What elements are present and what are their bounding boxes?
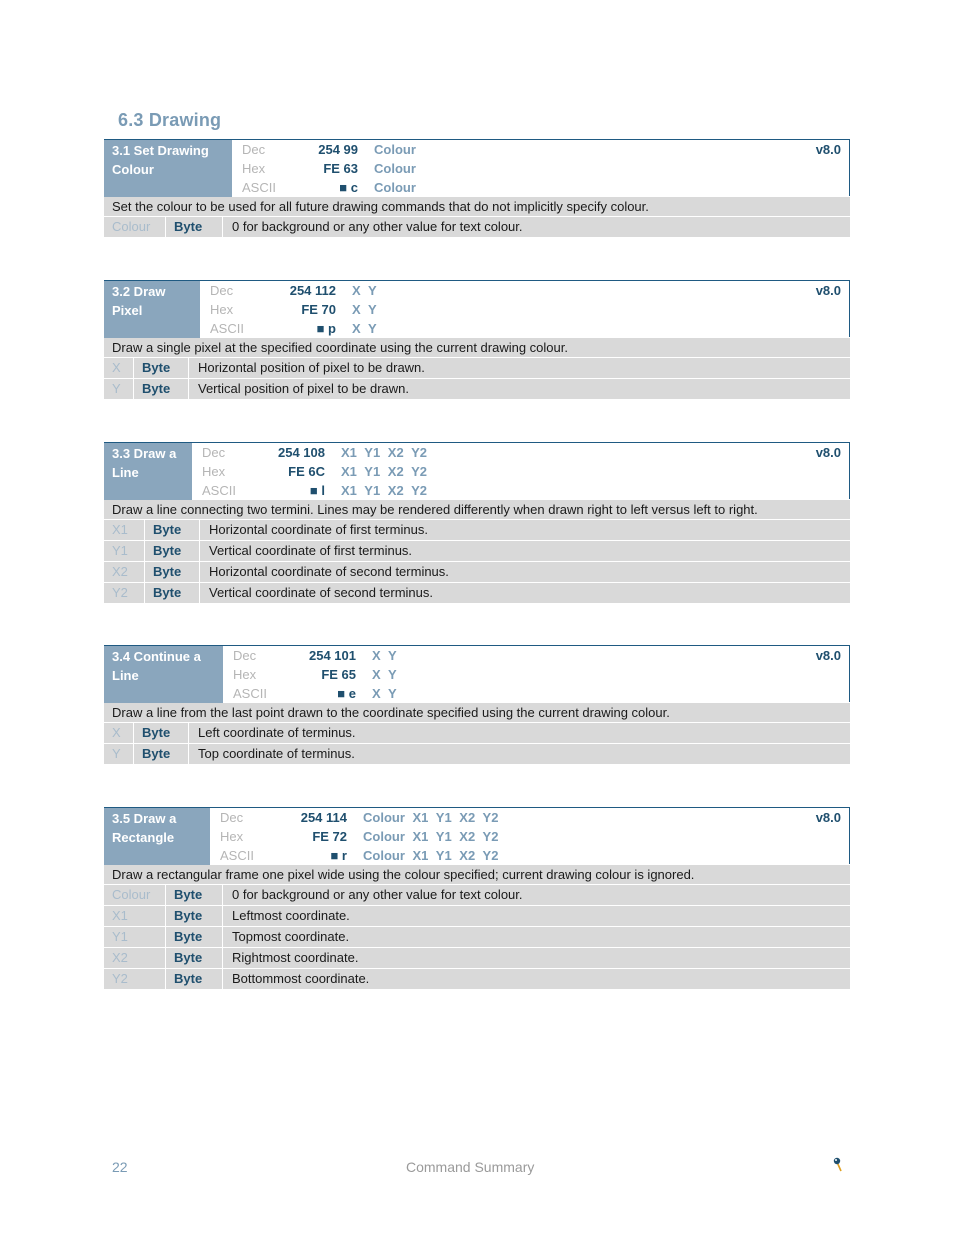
dec-label: Dec — [242, 142, 266, 157]
param-row — [104, 583, 850, 604]
param-name: Colour — [104, 885, 166, 905]
command-name — [104, 281, 200, 338]
hex-value: FE 72 — [312, 829, 347, 844]
hex-label: Hex — [210, 302, 234, 317]
command-block-draw-rectangle — [104, 807, 850, 990]
command-name-line1: 3.5 Draw a — [112, 811, 177, 826]
ascii-value: ■ l — [309, 483, 325, 498]
dec-args: X Y — [352, 283, 377, 298]
hex-label: Hex — [202, 464, 226, 479]
command-name-line1: 3.2 Draw — [112, 284, 166, 299]
param-type: Byte — [166, 927, 223, 947]
command-header — [104, 645, 850, 702]
param-name: Y — [104, 379, 134, 399]
hex-value: FE 63 — [323, 161, 358, 176]
param-type: Byte — [134, 744, 189, 764]
param-desc: Horizontal position of pixel to be drawn. — [198, 360, 425, 375]
pin-logo-icon — [832, 1156, 846, 1174]
hex-value: FE 6C — [288, 464, 325, 479]
command-description: Set the colour to be used for all future drawing commands that do not implicitly specify colour. — [104, 196, 850, 217]
param-name: X — [104, 358, 134, 378]
page-number: 22 — [112, 1159, 128, 1175]
param-type: Byte — [166, 948, 223, 968]
param-name: X1 — [104, 906, 166, 926]
param-name: X2 — [104, 562, 145, 582]
param-type: Byte — [145, 583, 200, 603]
param-desc: Rightmost coordinate. — [232, 950, 359, 965]
command-name — [104, 646, 223, 703]
command-name-line2: Colour — [112, 162, 154, 177]
command-codes — [210, 808, 498, 864]
param-row — [104, 217, 850, 238]
command-block-draw-pixel — [104, 280, 850, 400]
dec-value: 254 112 — [289, 283, 336, 298]
dec-args: X1 Y1 X2 Y2 — [341, 445, 427, 460]
command-name-line2: Pixel — [112, 303, 143, 318]
param-type: Byte — [134, 379, 189, 399]
param-type: Byte — [166, 906, 223, 926]
hex-args: Colour — [374, 161, 416, 176]
ascii-label: ASCII — [233, 686, 267, 701]
param-desc: 0 for background or any other value for text colour. — [232, 219, 523, 234]
ascii-args: Colour X1 Y1 X2 Y2 — [363, 848, 499, 863]
command-name-line2: Line — [112, 668, 139, 683]
ascii-label: ASCII — [202, 483, 236, 498]
ascii-value: ■ p — [316, 321, 336, 336]
param-row — [104, 969, 850, 990]
ascii-value: ■ c — [339, 180, 358, 195]
dec-label: Dec — [202, 445, 226, 460]
command-codes — [223, 646, 397, 702]
command-name-line1: 3.4 Continue a — [112, 649, 201, 664]
param-row — [104, 358, 850, 379]
param-type: Byte — [166, 885, 223, 905]
command-header — [104, 139, 850, 196]
param-desc: Top coordinate of terminus. — [198, 746, 355, 761]
command-codes — [200, 281, 377, 337]
dec-label: Dec — [220, 810, 244, 825]
param-type: Byte — [166, 969, 223, 989]
version-label: v8.0 — [815, 283, 841, 298]
param-desc: Leftmost coordinate. — [232, 908, 350, 923]
param-type: Byte — [145, 562, 200, 582]
param-row — [104, 885, 850, 906]
command-description: Draw a line from the last point drawn to the coordinate specified using the current drawing colour. — [104, 702, 850, 723]
param-name: Y1 — [104, 927, 166, 947]
param-type: Byte — [166, 217, 223, 237]
param-name: Y2 — [104, 583, 145, 603]
param-row — [104, 906, 850, 927]
param-row — [104, 541, 850, 562]
command-block-draw-line — [104, 442, 850, 604]
command-name-line2: Line — [112, 465, 139, 480]
hex-args: X1 Y1 X2 Y2 — [341, 464, 427, 479]
command-header — [104, 807, 850, 864]
command-description: Draw a line connecting two termini. Lines may be rendered differently when drawn right to left versus left to right. — [104, 499, 850, 520]
command-name — [104, 808, 210, 865]
hex-label: Hex — [242, 161, 266, 176]
ascii-label: ASCII — [220, 848, 254, 863]
command-name — [104, 140, 232, 197]
param-desc: Horizontal coordinate of second terminus. — [209, 564, 449, 579]
hex-label: Hex — [220, 829, 244, 844]
dec-label: Dec — [233, 648, 257, 663]
param-desc: Vertical coordinate of first terminus. — [209, 543, 413, 558]
param-name: X — [104, 723, 134, 743]
command-codes — [232, 140, 416, 196]
ascii-value: ■ r — [330, 848, 347, 863]
dec-label: Dec — [210, 283, 234, 298]
ascii-label: ASCII — [242, 180, 276, 195]
command-name — [104, 443, 192, 500]
dec-value: 254 99 — [318, 142, 358, 157]
param-row — [104, 723, 850, 744]
param-row — [104, 520, 850, 541]
hex-value: FE 65 — [321, 667, 356, 682]
command-header — [104, 280, 850, 337]
command-name-line2: Rectangle — [112, 830, 175, 845]
hex-args: X Y — [352, 302, 377, 317]
param-desc: Vertical coordinate of second terminus. — [209, 585, 434, 600]
param-type: Byte — [134, 723, 189, 743]
dec-args: X Y — [372, 648, 397, 663]
footer-title: Command Summary — [406, 1159, 535, 1175]
command-description: Draw a rectangular frame one pixel wide using the colour specified; current drawing colour is ignored. — [104, 864, 850, 885]
command-name-line1: 3.1 Set Drawing — [112, 143, 209, 158]
dec-value: 254 101 — [309, 648, 356, 663]
param-name: X2 — [104, 948, 166, 968]
command-name-line1: 3.3 Draw a — [112, 446, 177, 461]
ascii-value: ■ e — [337, 686, 356, 701]
hex-value: FE 70 — [301, 302, 336, 317]
param-desc: 0 for background or any other value for text colour. — [232, 887, 523, 902]
version-label: v8.0 — [815, 648, 841, 663]
dec-args: Colour — [374, 142, 416, 157]
param-row — [104, 927, 850, 948]
hex-args: Colour X1 Y1 X2 Y2 — [363, 829, 499, 844]
param-desc: Horizontal coordinate of first terminus. — [209, 522, 428, 537]
dec-value: 254 108 — [278, 445, 325, 460]
param-name: X1 — [104, 520, 145, 540]
command-header — [104, 442, 850, 499]
param-desc: Topmost coordinate. — [232, 929, 350, 944]
section-title: 6.3 Drawing — [118, 110, 222, 130]
command-block-set-drawing-colour — [104, 139, 850, 238]
param-type: Byte — [145, 541, 200, 561]
param-name: Y — [104, 744, 134, 764]
command-block-continue-line — [104, 645, 850, 765]
dec-value: 254 114 — [300, 810, 347, 825]
ascii-label: ASCII — [210, 321, 244, 336]
param-desc: Left coordinate of terminus. — [198, 725, 356, 740]
param-row — [104, 562, 850, 583]
hex-args: X Y — [372, 667, 397, 682]
param-desc: Bottommost coordinate. — [232, 971, 370, 986]
param-name: Y2 — [104, 969, 166, 989]
hex-label: Hex — [233, 667, 257, 682]
ascii-args: X Y — [352, 321, 377, 336]
param-row — [104, 948, 850, 969]
param-name: Colour — [104, 217, 166, 237]
command-codes — [192, 443, 427, 499]
dec-args: Colour X1 Y1 X2 Y2 — [363, 810, 499, 825]
param-desc: Vertical position of pixel to be drawn. — [198, 381, 410, 396]
command-description: Draw a single pixel at the specified coordinate using the current drawing colour. — [104, 337, 850, 358]
param-type: Byte — [145, 520, 200, 540]
param-row — [104, 744, 850, 765]
ascii-args: Colour — [374, 180, 416, 195]
param-type: Byte — [134, 358, 189, 378]
version-label: v8.0 — [815, 810, 841, 825]
version-label: v8.0 — [815, 445, 841, 460]
ascii-args: X Y — [372, 686, 397, 701]
ascii-args: X1 Y1 X2 Y2 — [341, 483, 427, 498]
param-name: Y1 — [104, 541, 145, 561]
param-row — [104, 379, 850, 400]
version-label: v8.0 — [815, 142, 841, 157]
